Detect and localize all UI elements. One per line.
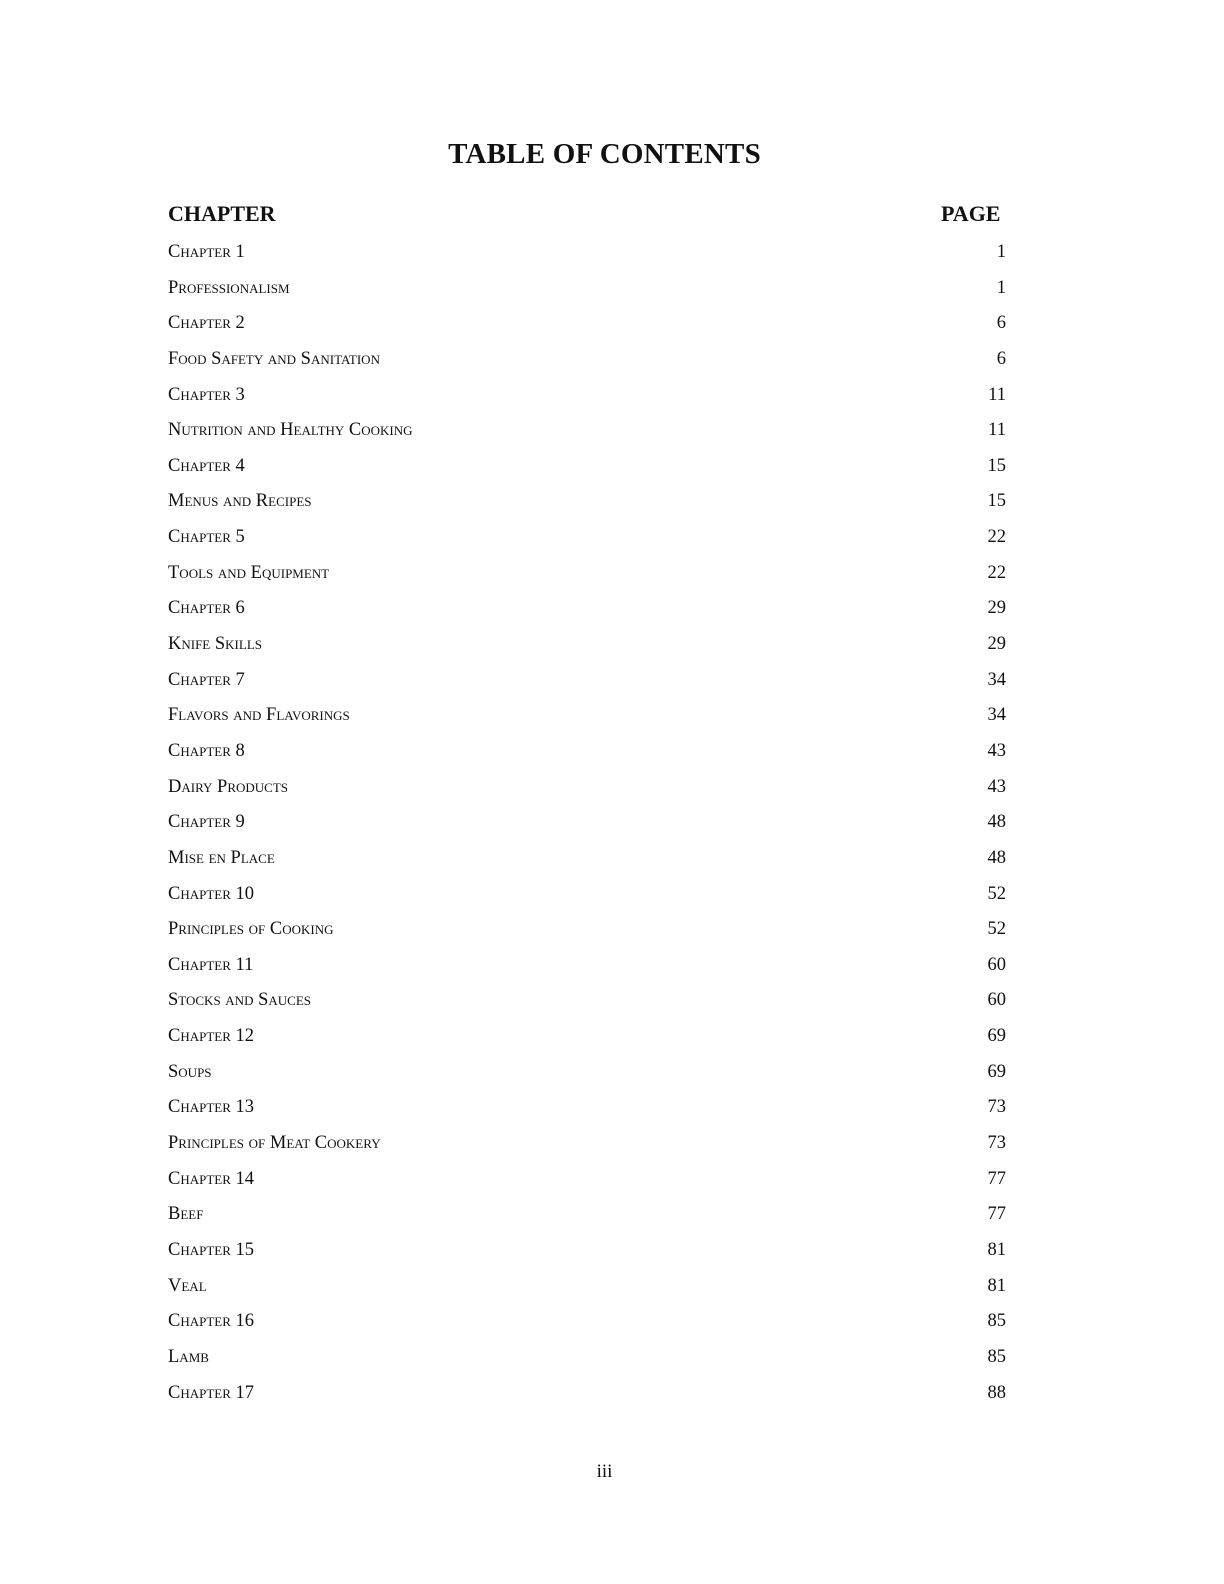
toc-entry-label: Nutrition and Healthy Cooking xyxy=(168,420,413,441)
toc-entry[interactable] xyxy=(168,810,1008,846)
toc-entry-page: 1 xyxy=(996,242,1006,262)
toc-entry-label: Chapter 9 xyxy=(168,812,245,833)
toc-entry-page: 60 xyxy=(987,990,1006,1011)
toc-entry[interactable] xyxy=(168,1167,1008,1203)
toc-entry-label: Chapter 4 xyxy=(168,455,245,476)
toc-entry-page: 48 xyxy=(987,847,1006,868)
toc-entry[interactable] xyxy=(168,632,1008,668)
toc-entry-label: Mise en Place xyxy=(168,847,275,868)
toc-entry[interactable] xyxy=(168,454,1008,490)
toc-entry-page: 52 xyxy=(987,919,1006,940)
toc-entry-page: 43 xyxy=(987,776,1006,797)
toc-entry[interactable] xyxy=(168,525,1008,561)
toc-entry-page: 69 xyxy=(987,1061,1006,1082)
toc-entry-page: 29 xyxy=(987,598,1006,619)
toc-entry[interactable] xyxy=(168,668,1008,704)
toc-entry[interactable] xyxy=(168,1345,1008,1381)
toc-entry-page: 48 xyxy=(987,812,1006,833)
toc-entry-page: 34 xyxy=(987,705,1006,726)
toc-entry[interactable] xyxy=(168,953,1008,989)
toc-entry-page: 81 xyxy=(987,1275,1006,1296)
toc-entry[interactable] xyxy=(168,383,1008,419)
toc-entry-page: 11 xyxy=(988,384,1006,405)
toc-entry[interactable] xyxy=(168,240,1008,276)
toc-entry-page: 15 xyxy=(987,491,1006,512)
toc-entry-label: Chapter 10 xyxy=(168,883,255,904)
page-number: iii xyxy=(596,1461,613,1482)
toc-entry-page: 73 xyxy=(987,1133,1006,1154)
toc-entry[interactable] xyxy=(168,846,1008,882)
toc-entry-page: 43 xyxy=(987,740,1006,761)
chapter-column-header: CHAPTER xyxy=(168,201,276,226)
toc-entry-label: Veal xyxy=(168,1275,207,1296)
toc-entry-label: Soups xyxy=(168,1061,212,1082)
toc-entry-label: Chapter 5 xyxy=(168,527,245,548)
toc-entry[interactable] xyxy=(168,775,1008,811)
toc-entry-page: 22 xyxy=(987,527,1006,548)
toc-entry[interactable] xyxy=(168,917,1008,953)
toc-entry-page: 60 xyxy=(987,954,1006,975)
toc-entry-page: 6 xyxy=(996,313,1006,334)
toc-entry[interactable] xyxy=(168,703,1008,739)
toc-entry-page: 77 xyxy=(987,1168,1006,1189)
page-title: TABLE OF CONTENTS xyxy=(448,138,761,170)
toc-entry[interactable] xyxy=(168,1095,1008,1131)
toc-entry-page: 52 xyxy=(987,883,1006,904)
toc-entry[interactable] xyxy=(168,1131,1008,1167)
toc-entry-page: 85 xyxy=(987,1346,1006,1367)
toc-entry-label: Professionalism xyxy=(168,277,290,298)
toc-entry-page: 15 xyxy=(987,455,1006,476)
toc-entry-label: Tools and Equipment xyxy=(168,562,330,583)
toc-entry-page: 81 xyxy=(987,1239,1006,1260)
toc-entry[interactable] xyxy=(168,347,1008,383)
toc-entry[interactable] xyxy=(168,1309,1008,1345)
toc-entry-label: Chapter 1 xyxy=(168,242,245,262)
toc-entry-page: 77 xyxy=(987,1204,1006,1225)
toc-entry[interactable] xyxy=(168,311,1008,347)
toc-entry-page: 85 xyxy=(987,1311,1006,1332)
toc-entry-label: Chapter 17 xyxy=(168,1382,255,1403)
toc-entry[interactable] xyxy=(168,489,1008,525)
toc-list xyxy=(168,240,1008,1416)
toc-entry-label: Chapter 14 xyxy=(168,1168,255,1189)
toc-entry[interactable] xyxy=(168,1238,1008,1274)
toc-entry[interactable] xyxy=(168,1202,1008,1238)
toc-entry[interactable] xyxy=(168,882,1008,918)
toc-entry-label: Chapter 12 xyxy=(168,1026,255,1047)
toc-entry-label: Chapter 16 xyxy=(168,1311,255,1332)
toc-entry-label: Lamb xyxy=(168,1346,209,1367)
toc-entry[interactable] xyxy=(168,276,1008,312)
toc-entry-label: Knife Skills xyxy=(168,634,262,655)
toc-entry-label: Chapter 8 xyxy=(168,740,245,761)
toc-entry-label: Chapter 6 xyxy=(168,598,245,619)
toc-entry-label: Chapter 7 xyxy=(168,669,245,690)
toc-entry-label: Stocks and Sauces xyxy=(168,990,311,1011)
toc-entry-page: 29 xyxy=(987,634,1006,655)
toc-entry-label: Beef xyxy=(168,1204,204,1225)
toc-entry[interactable] xyxy=(168,561,1008,597)
toc-entry-label: Principles of Meat Cookery xyxy=(168,1133,381,1154)
toc-entry-label: Principles of Cooking xyxy=(168,919,334,940)
toc-entry-label: Menus and Recipes xyxy=(168,491,312,512)
toc-entry[interactable] xyxy=(168,1274,1008,1310)
toc-entry-label: Dairy Products xyxy=(168,776,289,797)
toc-entry[interactable] xyxy=(168,1060,1008,1096)
toc-entry[interactable] xyxy=(168,1024,1008,1060)
toc-entry-page: 6 xyxy=(996,348,1006,369)
toc-entry-page: 88 xyxy=(987,1382,1006,1403)
toc-entry-label: Chapter 11 xyxy=(168,954,254,975)
toc-entry-label: Chapter 2 xyxy=(168,313,245,334)
toc-entry[interactable] xyxy=(168,739,1008,775)
toc-entry[interactable] xyxy=(168,418,1008,454)
toc-entry[interactable] xyxy=(168,988,1008,1024)
toc-entry-label: Chapter 15 xyxy=(168,1239,255,1260)
page-column-header: PAGE xyxy=(941,201,1001,226)
toc-entry-page: 22 xyxy=(987,562,1006,583)
toc-entry[interactable] xyxy=(168,1381,1008,1417)
toc-entry-label: Food Safety and Sanitation xyxy=(168,348,380,369)
toc-entry-page: 1 xyxy=(996,277,1006,298)
toc-entry-page: 73 xyxy=(987,1097,1006,1118)
toc-entry-page: 34 xyxy=(987,669,1006,690)
toc-entry-label: Flavors and Flavorings xyxy=(168,705,350,726)
toc-entry-label: Chapter 13 xyxy=(168,1097,255,1118)
toc-entry-page: 11 xyxy=(988,420,1006,441)
toc-entry[interactable] xyxy=(168,596,1008,632)
toc-entry-label: Chapter 3 xyxy=(168,384,245,405)
toc-entry-page: 69 xyxy=(987,1026,1006,1047)
